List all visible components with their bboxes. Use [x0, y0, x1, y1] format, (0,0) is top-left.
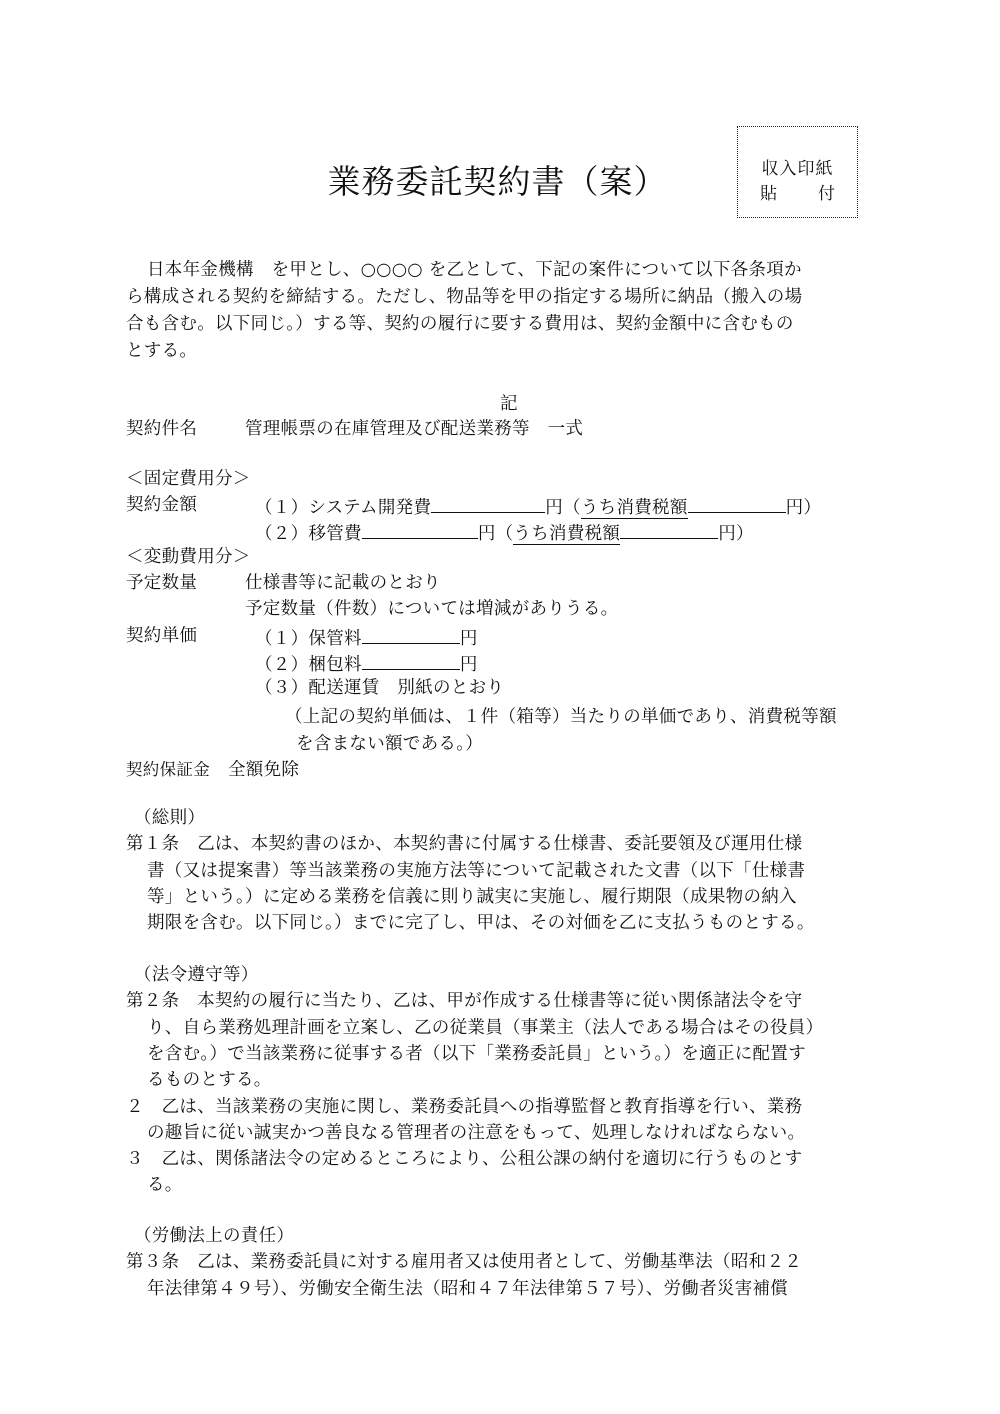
intro-line-4: とする。	[126, 341, 198, 361]
deposit-label: 契約保証金	[126, 760, 210, 779]
deposit-value: 全額免除	[228, 760, 300, 780]
fixed-item-1: （１）システム開発費 円（うち消費税額 円）	[255, 492, 821, 521]
intro-line-2: ら構成される契約を締結する。ただし、物品等を甲の指定する場所に納品（搬入の場	[126, 287, 803, 307]
article-2-heading: （法令遵守等）	[134, 965, 259, 985]
amount-blank	[362, 518, 478, 539]
unit-price-item-1: （１）保管料 円	[255, 623, 478, 652]
unit-price-note-2: を含まない額である。）	[296, 734, 484, 754]
tax-blank	[620, 518, 718, 539]
amount-blank	[431, 492, 545, 513]
article-1-line-2: 書（又は提案書）等当該業務の実施方法等について記載された文書（以下「仕様書	[147, 861, 806, 881]
ki-heading: 記	[500, 394, 518, 414]
article-1-line-1: 第１条 乙は、本契約書のほか、本契約書に付属する仕様書、委託要領及び運用仕様	[126, 834, 803, 854]
article-2-line-6: の趣旨に従い誠実かつ善良なる管理者の注意をもって、処理しなければならない。	[147, 1123, 806, 1143]
contract-name-label: 契約件名	[126, 419, 198, 439]
article-2-line-7: ３ 乙は、関係諸法令の定めるところにより、公租公課の納付を適切に行うものとす	[126, 1149, 803, 1169]
article-2-line-4: るものとする。	[147, 1070, 272, 1090]
unit-price-item-3: （３）配送運賃 別紙のとおり	[255, 678, 505, 698]
planned-quantity-note: 予定数量（件数）については増減がありうる。	[245, 599, 619, 619]
price-blank	[362, 649, 460, 670]
revenue-stamp-box	[737, 126, 858, 218]
intro-line-3: 合も含む。以下同じ。）する等、契約の履行に要する費用は、契約金額中に含むもの	[126, 314, 794, 334]
price-blank	[362, 623, 460, 644]
article-2-line-8: る。	[147, 1175, 183, 1195]
article-3-line-1: 第３条 乙は、業務委託員に対する雇用者又は使用者として、労働基準法（昭和２２	[126, 1252, 803, 1272]
stamp-label-line1: 収入印紙	[761, 159, 834, 179]
unit-price-note-1: （上記の契約単価は、１件（箱等）当たりの単価であり、消費税等額	[285, 707, 837, 727]
unit-price-label: 契約単価	[126, 626, 198, 646]
contract-amount-label: 契約金額	[126, 495, 198, 515]
fixed-item-2: （２）移管費 円（うち消費税額 円）	[255, 518, 754, 547]
contract-name-value: 管理帳票の在庫管理及び配送業務等 一式	[245, 419, 584, 439]
fixed-cost-heading: ＜固定費用分＞	[126, 469, 251, 489]
planned-quantity-value: 仕様書等に記載のとおり	[245, 573, 441, 593]
tax-blank	[688, 492, 786, 513]
article-1-heading: （総則）	[134, 808, 206, 828]
document-title: 業務委託契約書（案）	[327, 162, 668, 201]
article-2-line-1: 第２条 本契約の履行に当たり、乙は、甲が作成する仕様書等に従い関係諸法令を守	[126, 991, 803, 1011]
stamp-label-line2: 貼 付	[760, 184, 835, 204]
article-1-line-4: 期限を含む。以下同じ。）までに完了し、甲は、その対価を乙に支払うものとする。	[147, 913, 815, 933]
article-1-line-3: 等」という。）に定める業務を信義に則り誠実に実施し、履行期限（成果物の納入	[147, 887, 797, 907]
article-2-line-2: り、自ら業務処理計画を立案し、乙の従業員（事業主（法人である場合はその役員）	[147, 1018, 824, 1038]
intro-line-1: 日本年金機構 を甲とし、○○○○ を乙として、下記の案件について以下各条項か	[147, 260, 802, 280]
variable-cost-heading: ＜変動費用分＞	[126, 547, 251, 567]
article-2-line-5: ２ 乙は、当該業務の実施に関し、業務委託員への指導監督と教育指導を行い、業務	[126, 1097, 803, 1117]
unit-price-item-2: （２）梱包料 円	[255, 649, 478, 678]
article-3-line-2: 年法律第４９号）、労働安全衛生法（昭和４７年法律第５７号）、労働者災害補償	[147, 1279, 789, 1299]
article-3-heading: （労働法上の責任）	[134, 1226, 295, 1246]
article-2-line-3: を含む。）で当該業務に従事する者（以下「業務委託員」という。）を適正に配置す	[147, 1044, 806, 1064]
planned-quantity-label: 予定数量	[126, 573, 198, 593]
